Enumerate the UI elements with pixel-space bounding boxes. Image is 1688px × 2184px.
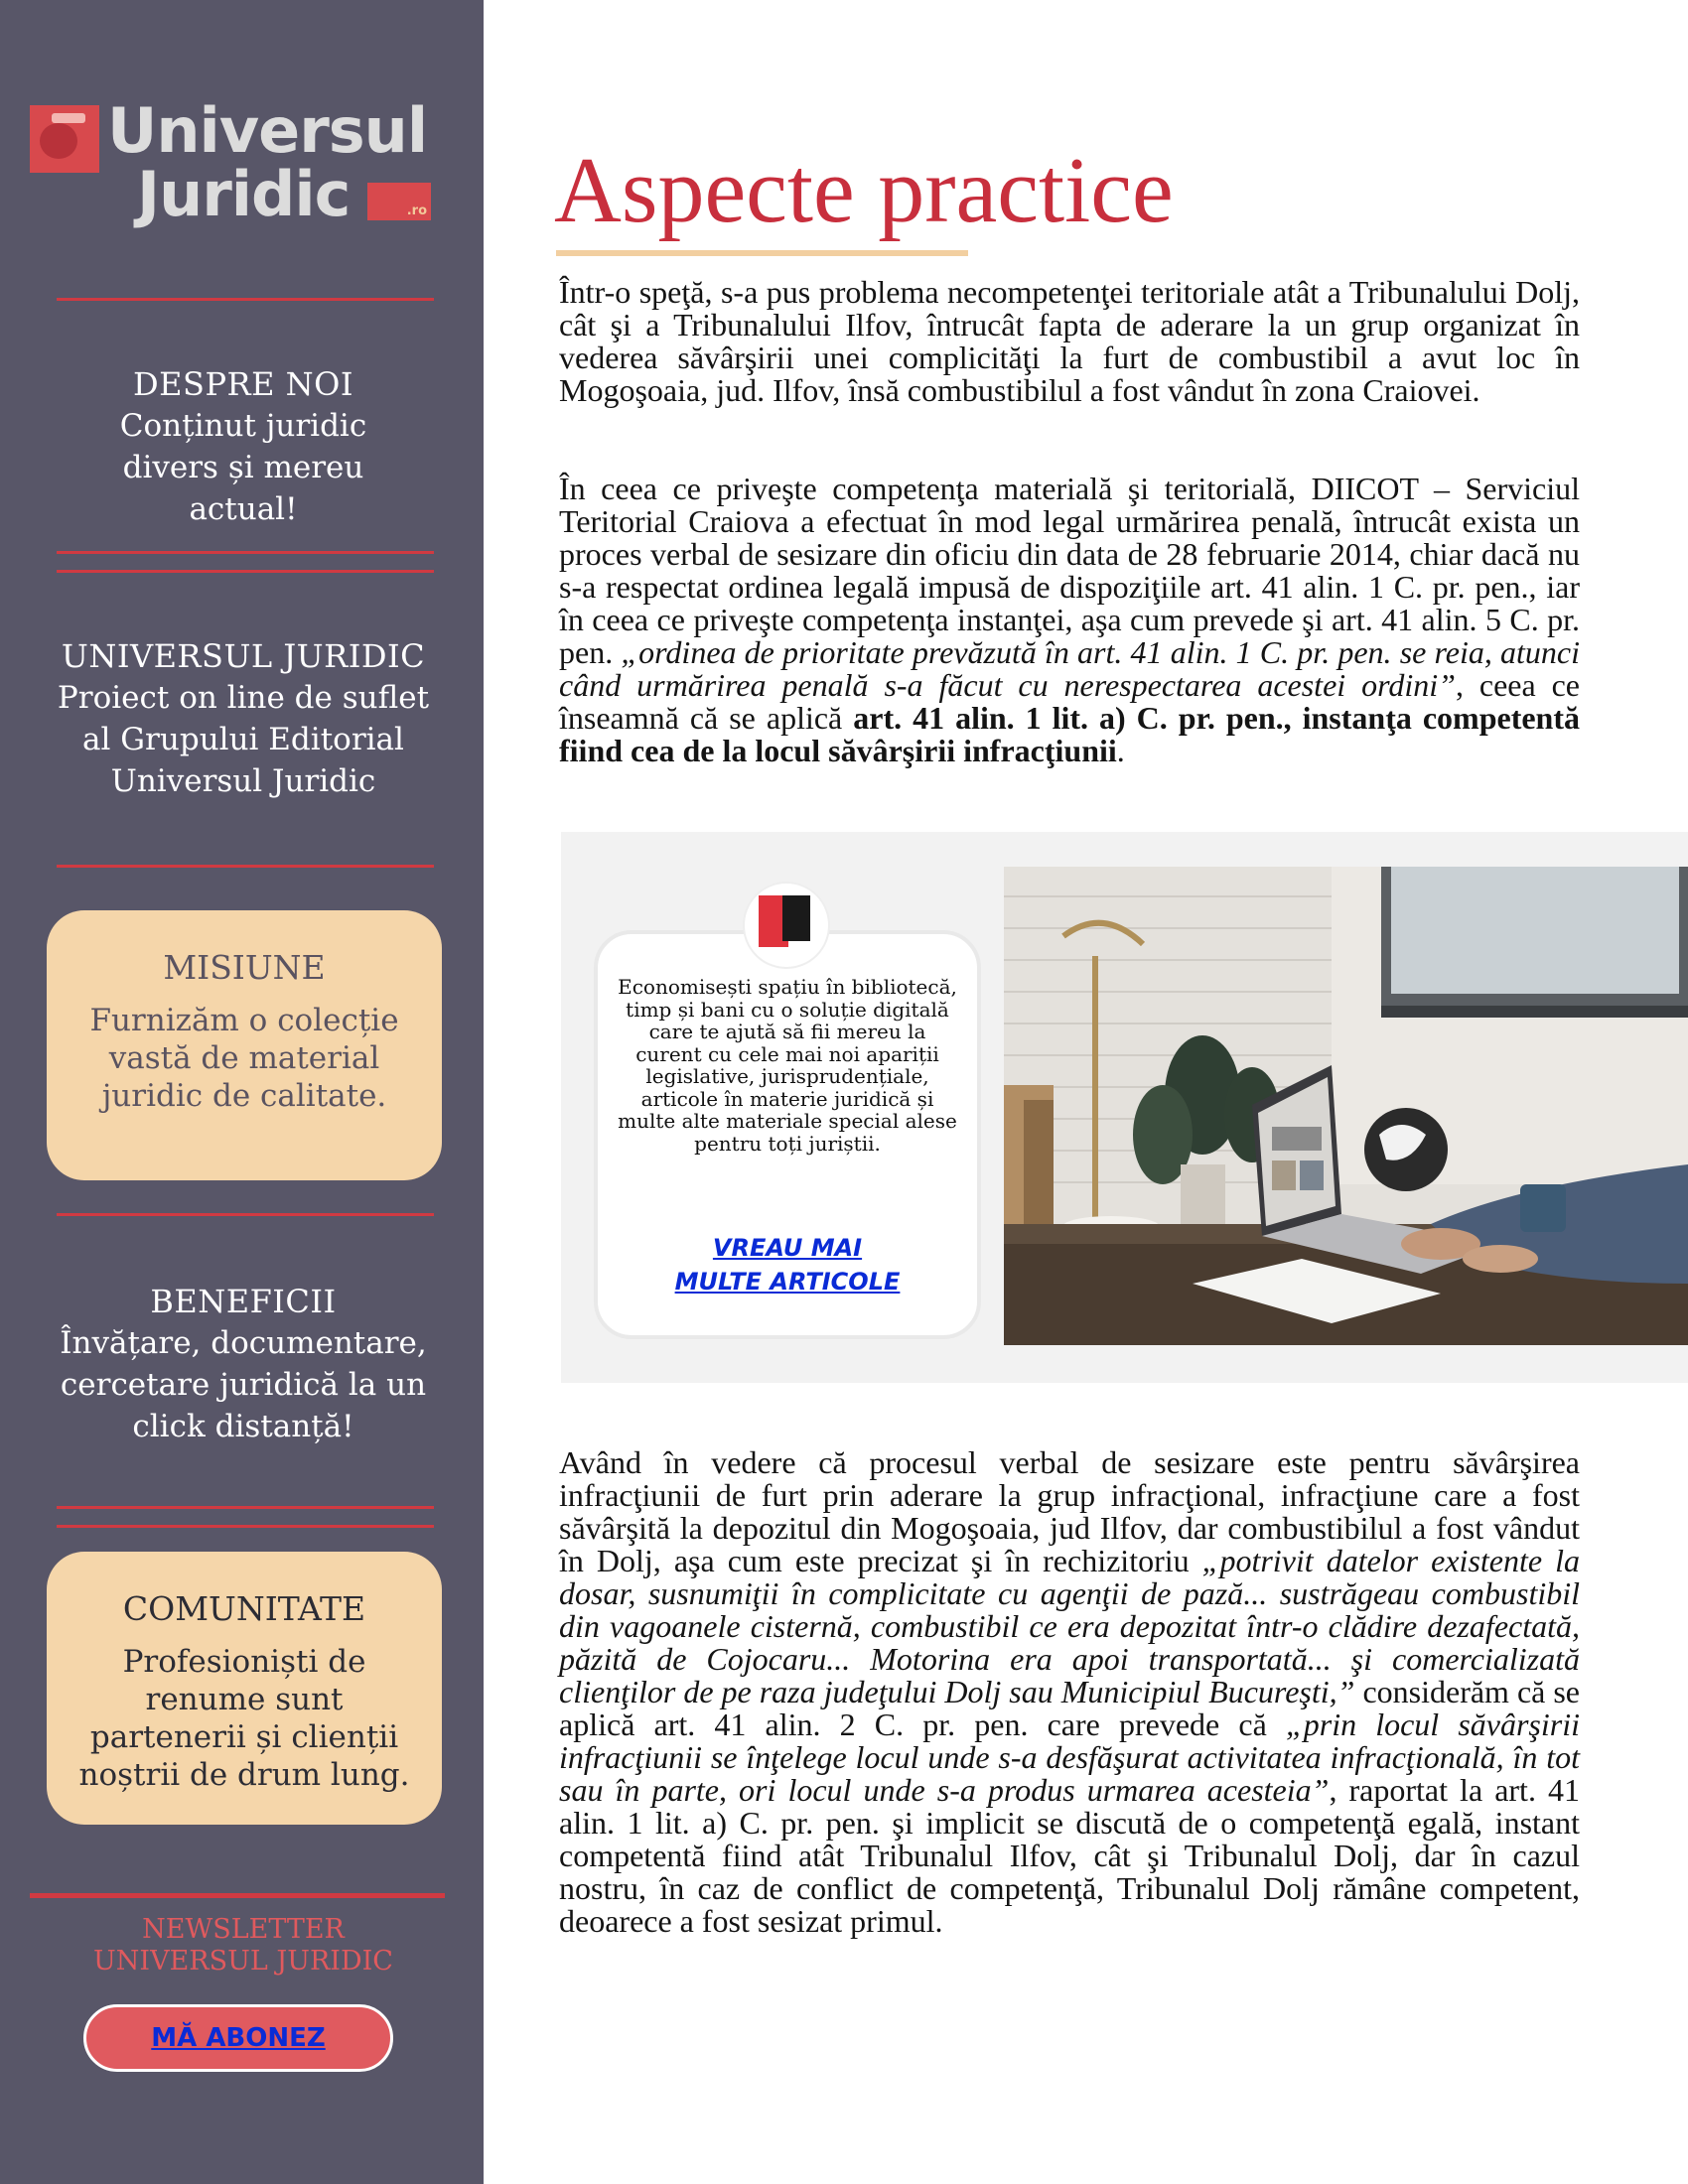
paragraph-1: Într-o speţă, s-a pus problema necompetenţei teritoriale atât a Tribunalului Dolj, cât şi a Tribunalului Ilfov, întrucât fapta de aderare la un grup organizat în vederea săvârşirii unei complicităţi la furt de combustibil a avut loc în Mogoşoaia, jud. Ilfov, însă combustibilul a fost vândut în zona Craiovei.: [559, 274, 1580, 408]
misiune-card: [47, 910, 442, 1180]
paragraph-2: [559, 473, 1580, 767]
logo-line-2: Juridic: [137, 158, 351, 230]
comunitate-heading: COMUNITATE: [122, 1589, 366, 1628]
p3-quote-1: „potrivit datelor existente la dosar, susnumiţii în complicitate cu agenţii de pază... sustrăgeau combustibil din vagoanele cisternă, combustibil ce era depozitat într-o clădire dezafectată, păzită de Cojocaru... Motorina era apoi transportată... şi comercializată clienţilor de pe raza judeţului Dolj sau Municipiul Bucureşti,”: [559, 1543, 1581, 1709]
title-underline: [556, 250, 968, 256]
page-title: Aspecte practice: [554, 139, 1174, 242]
subscribe-button[interactable]: MĂ ABONEZ: [83, 2004, 393, 2072]
paragraph-3: [559, 1446, 1580, 1938]
beneficii-section: [40, 1281, 447, 1447]
universul-juridic-heading: UNIVERSUL JURIDIC: [61, 637, 426, 675]
divider: [57, 1213, 434, 1216]
beneficii-text: Învățare, documentare, cercetare juridică la un click distanță!: [60, 1325, 427, 1444]
universul-juridic-text: Proiect on line de suflet al Grupului Editorial Universul Juridic: [57, 680, 430, 799]
promo-text: Economisești spațiu în bibliotecă, timp și bani cu o soluție digitală care te ajută să fii mereu la curent cu cele mai noi apariții legislative, jurisprudențiale, articole în materie juridică și multe alte materiale special alese pentru toți juriștii.: [618, 975, 957, 1156]
universul-juridic-logo[interactable]: [30, 94, 457, 230]
p2-text-c: , ceea ce înseamnă că se aplică: [559, 667, 1581, 736]
divider: [57, 551, 434, 554]
newsletter-line-1: NEWSLETTER: [142, 1914, 345, 1945]
p2-quote: „ordinea de prioritate prevăzută în art. 41 alin. 1 C. pr. pen. se reia, atunci când urmărirea penală s-a făcut cu nerespectarea acestei ordini”: [559, 634, 1581, 703]
p3-quote-2: „prin locul săvârşirii infracţiunii se înţelege locul unde s-a desfăşurat activitatea infracţională, în tot sau în parte, ori locul unde s-a produs urmarea acesteia”: [559, 1706, 1581, 1808]
newsletter-line-2: UNIVERSUL JURIDIC: [93, 1946, 393, 1977]
p3-text-c: considerăm că se aplică art. 41 alin. 2 C. pr. pen. care prevede că: [559, 1674, 1581, 1742]
p2-bold: art. 41 alin. 1 lit. a) C. pr. pen., instanţa competentă fiind cea de la locul săvârşirii infracţiunii: [559, 700, 1580, 768]
newsletter-divider: [30, 1893, 445, 1898]
logo-ro-text: .ro: [406, 204, 427, 218]
divider: [57, 1506, 434, 1509]
divider: [57, 865, 434, 868]
misiune-heading: MISIUNE: [163, 948, 326, 987]
p2-text-a: În ceea ce priveşte competenţa materială şi teritorială, DIICOT – Serviciul Teritorial Craiova a efectuat în mod legal urmărirea penală, întrucât exista un proces verbal de sesizare din oficiu din data de 28 februarie 2014, chiar dacă nu s-a respectat ordinea legală impusă de dispoziţiile art. 41 alin. 1 C. pr. pen., iar în ceea ce priveşte competenţa instanţei, aşa cum prevede şi art. 41 alin. 5 C. pr. pen.: [559, 471, 1580, 670]
logo-ro-badge: [367, 183, 431, 220]
laptop-desk-photo: [1004, 867, 1688, 1345]
more-articles-link-line-2[interactable]: MULTE ARTICOLE: [674, 1268, 901, 1296]
universul-juridic-section: [40, 635, 447, 802]
misiune-text: Furnizăm o colecție vastă de material juridic de calitate.: [89, 1003, 399, 1114]
comunitate-card: [47, 1552, 442, 1825]
beneficii-heading: BENEFICII: [150, 1283, 337, 1320]
uj-logo-icon: [743, 882, 830, 969]
p3-text-a: Având în vedere că procesul verbal de sesizare este pentru săvârşirea infracţiunii de furt prin aderare la grup infracţional, infracţiune care a fost săvârşită la depozitul din Mogoşoaia, jud Ilfov, dar combustibilul a fost vândut în Dolj, aşa cum este precizat şi în rechizitoriu: [559, 1444, 1580, 1578]
divider: [57, 570, 434, 573]
despre-noi-heading: DESPRE NOI: [133, 365, 353, 403]
photo-illustration: [1004, 867, 1688, 1345]
sidebar: [0, 0, 484, 2184]
logo-line-1: Universul: [107, 94, 428, 167]
p3-text-e: , raportat la art. 41 alin. 1 lit. a) C. pr. pen. şi implicit se discută de o competenţă egală, instant competentă fiind atât Tribunalul Ilfov, cât şi Tribunalul Dolj, dar în cazul nostru, în caz de conflict de competenţă, Tribunalul Dolj rămâne competent, deoarece a fost sesizat primul.: [559, 1772, 1581, 1939]
more-articles-link-line-1[interactable]: VREAU MAI: [712, 1234, 863, 1262]
despre-noi-text: Conținut juridic divers și mereu actual!: [119, 408, 367, 527]
despre-noi-section: [40, 363, 447, 530]
comunitate-text: Profesioniști de renume sunt partenerii și clienții noștrii de drum lung.: [78, 1644, 410, 1793]
newsletter-heading: [30, 1914, 457, 1978]
divider: [57, 1525, 434, 1528]
more-articles-link[interactable]: [614, 1231, 961, 1298]
divider: [57, 298, 434, 301]
p2-text-e: .: [1116, 733, 1125, 768]
logo-mark-icon: [30, 105, 99, 173]
